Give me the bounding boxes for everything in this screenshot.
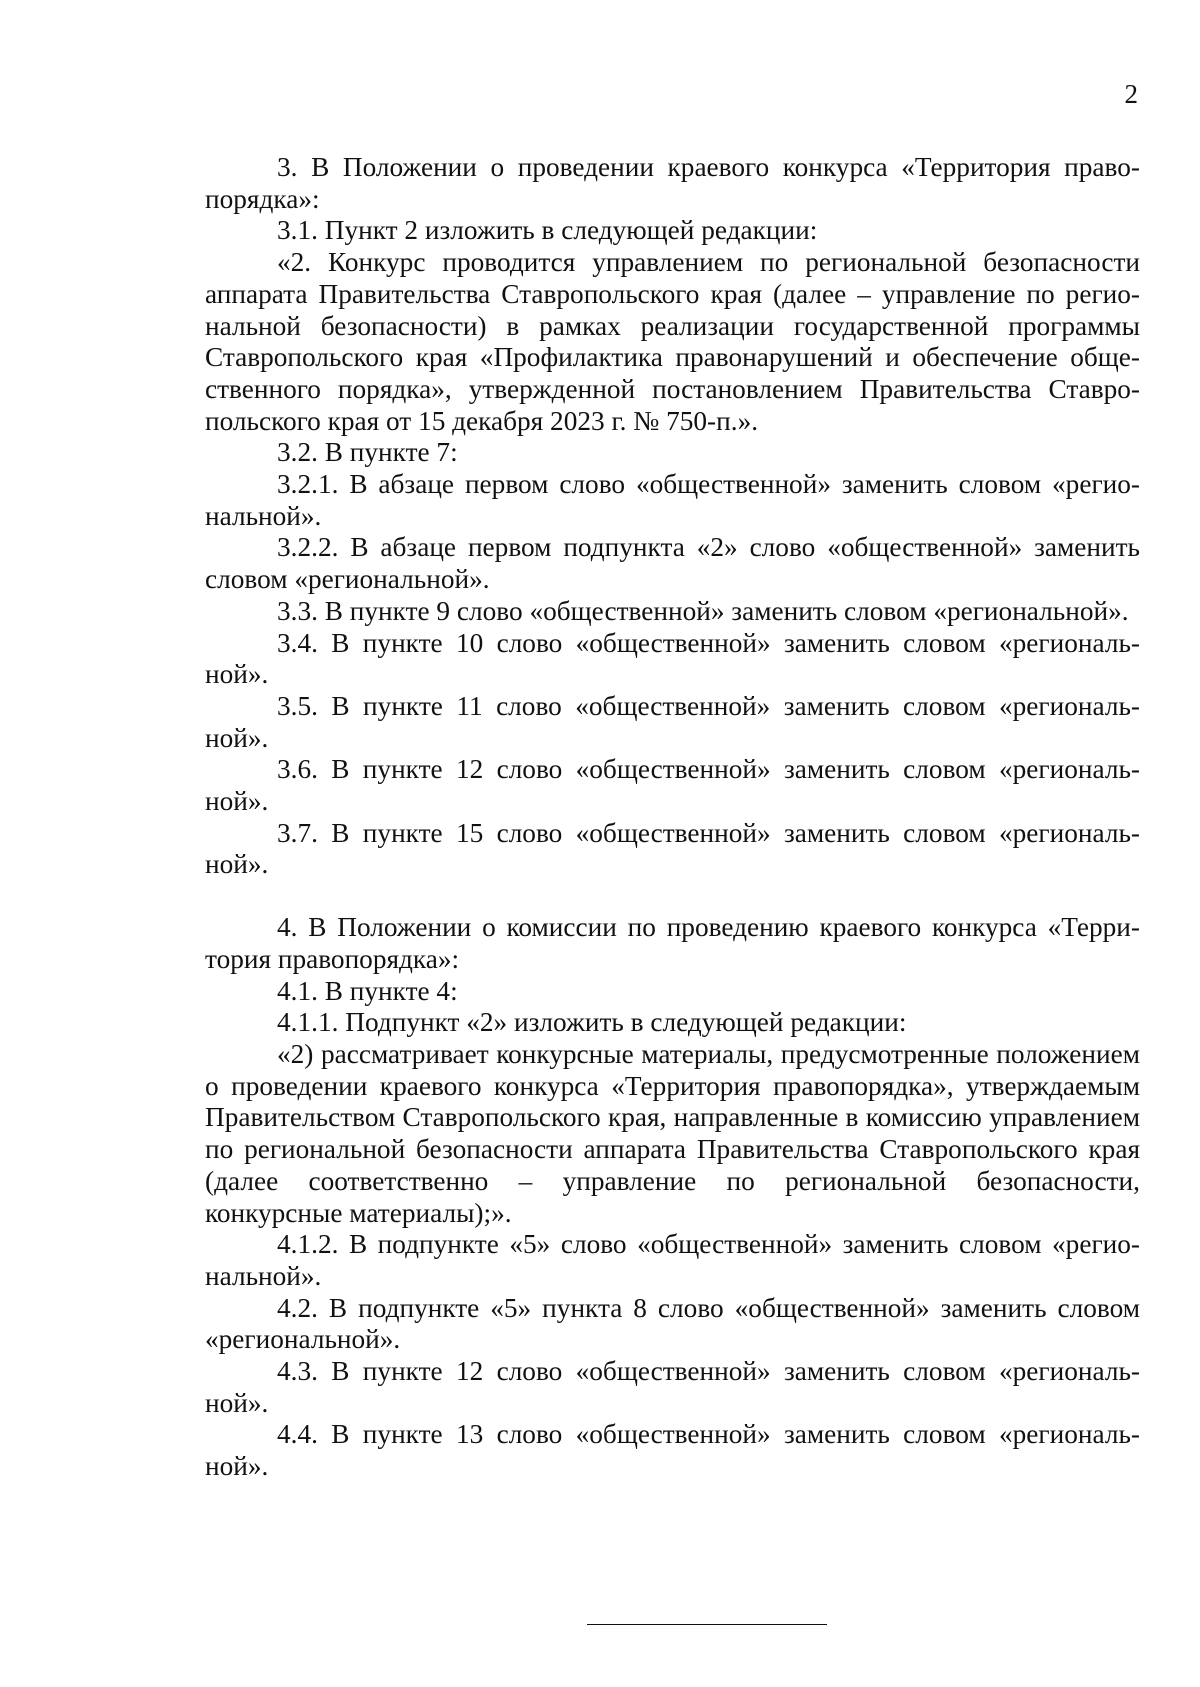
section-spacer xyxy=(205,881,1140,912)
paragraph-3-7: 3.7. В пункте 15 слово «общественной» заменить словом «региональной». xyxy=(205,817,1140,880)
paragraph-3-2-2: 3.2.2. В абзаце первом подпункта «2» слово «общественной» заменить словом «региональной». xyxy=(205,532,1140,595)
paragraph-4: 4. В Положении о комиссии по проведению краевого конкурса «Территория правопорядка»: xyxy=(205,912,1140,974)
paragraph-3-3: 3.3. В пункте 9 слово «общественной» заменить словом «региональной». xyxy=(277,595,1129,626)
paragraph-3-6: 3.6. В пункте 12 слово «общественной» заменить словом «региональной». xyxy=(205,754,1140,817)
paragraph-4-1-1-text: «2) рассматривает конкурсные материалы, предусмотренные положением о проведении краевого конкурса «Территория правопорядка», утверждаемым Правительством Ставропольского края, направленные в комиссию управлением по региональной безопасности аппарата Правительства Ставропольского края (далее соответственно – управление по региональной безопасности, конкурсные материалы);». xyxy=(205,1038,1140,1228)
paragraph-3: 3. В Положении о проведении краевого конкурса «Территория правопорядка»: xyxy=(205,152,1140,214)
paragraph-4-4: 4.4. В пункте 13 слово «общественной» заменить словом «региональной». xyxy=(205,1419,1140,1482)
paragraph-3-1: 3.1. Пункт 2 изложить в следующей редакции: xyxy=(277,215,818,246)
paragraph-4-1-1: 4.1.1. Подпункт «2» изложить в следующей редакции: xyxy=(277,1007,907,1038)
paragraph-4-2: 4.2. В подпункте «5» пункта 8 слово «общественной» заменить словом «региональной». xyxy=(205,1292,1140,1355)
section-4 xyxy=(205,912,1140,1483)
paragraph-3-1-text: «2. Конкурс проводится управлением по региональной безопасности аппарата Правительства Ставропольского края (далее – управление по региональной безопасности) в рамках реализации государственной программы Ставропольского края «Профилактика правонарушений и обеспечение общественного порядка», утвержденной постановлением Правительства Ставропольского края от 15 декабря 2023 г. № 750-п.». xyxy=(205,247,1140,436)
paragraph-4-1-2: 4.1.2. В подпункте «5» слово «общественной» заменить словом «региональной». xyxy=(205,1229,1140,1291)
paragraph-4-1: 4.1. В пункте 4: xyxy=(277,975,458,1006)
document-body xyxy=(205,152,1140,1483)
page-number: 2 xyxy=(1124,79,1138,109)
paragraph-3-2-1: 3.2.1. В абзаце первом слово «общественной» заменить словом «региональной». xyxy=(205,469,1140,531)
paragraph-3-5: 3.5. В пункте 11 слово «общественной» заменить словом «региональной». xyxy=(205,690,1140,753)
end-of-text-rule xyxy=(587,1624,827,1625)
paragraph-4-3: 4.3. В пункте 12 слово «общественной» заменить словом «региональной». xyxy=(205,1356,1140,1418)
paragraph-3-4: 3.4. В пункте 10 слово «общественной» заменить словом «региональной». xyxy=(205,627,1140,690)
section-3 xyxy=(205,152,1140,881)
paragraph-3-2: 3.2. В пункте 7: xyxy=(277,437,458,468)
